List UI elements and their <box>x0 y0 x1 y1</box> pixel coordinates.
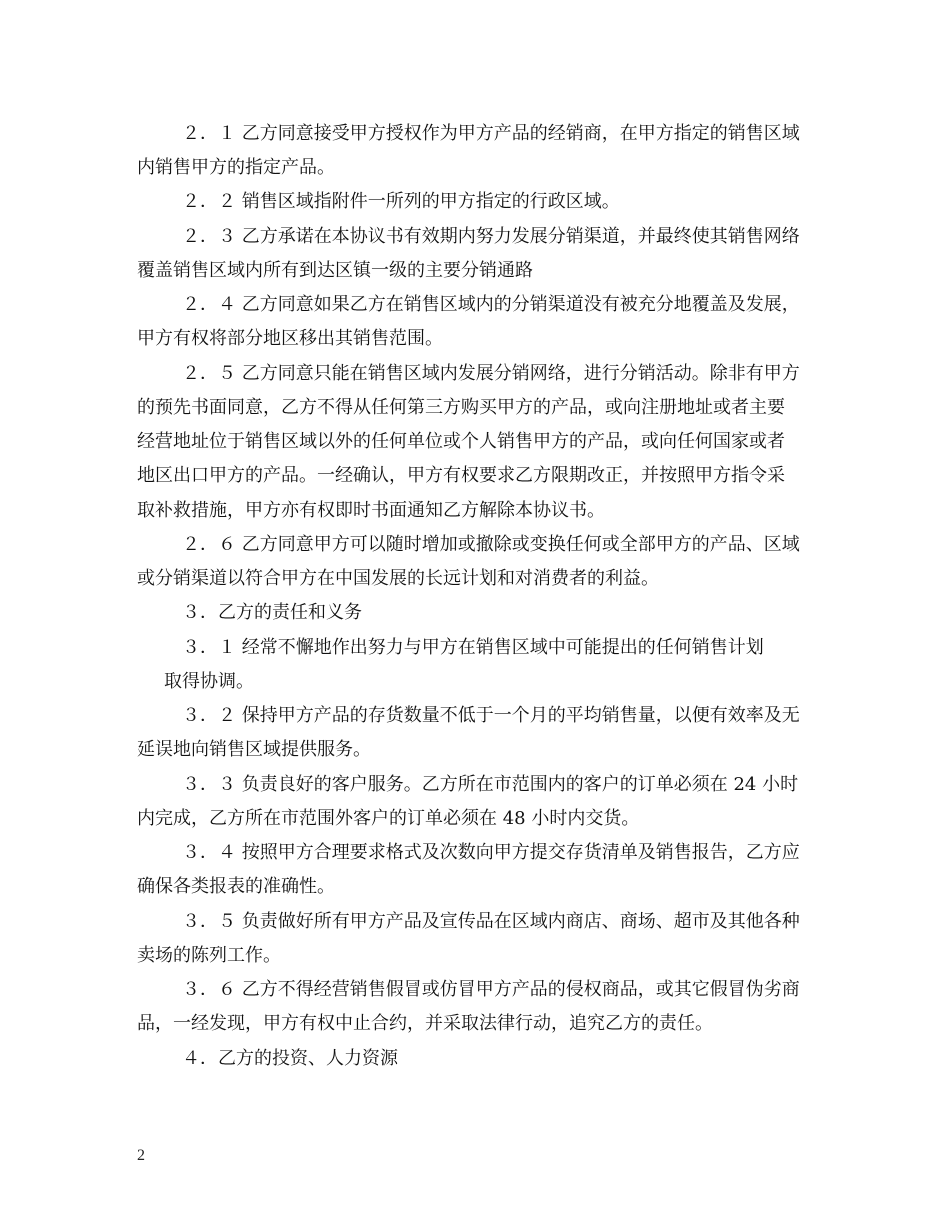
clause-3-6-line-1: ３．６ 乙方不得经营销售假冒或仿冒甲方产品的侵权商品，或其它假冒伪劣商 <box>182 979 800 1000</box>
clause-2-5-line-4: 地区出口甲方的产品。一经确认，甲方有权要求乙方限期改正，并按照甲方指令采 <box>137 465 785 486</box>
clause-2-4-line-1: ２．４ 乙方同意如果乙方在销售区域内的分销渠道没有被充分地覆盖及发展， <box>182 294 800 315</box>
clause-2-4-line-2: 甲方有权将部分地区移出其销售范围。 <box>137 328 443 349</box>
section-3-heading: ３．乙方的责任和义务 <box>182 602 362 623</box>
clause-2-5-line-5: 取补救措施，甲方亦有权即时书面通知乙方解除本协议书。 <box>137 500 605 521</box>
clause-3-2-line-2: 延误地向销售区域提供服务。 <box>137 739 371 760</box>
clause-2-5-line-2: 的预先书面同意，乙方不得从任何第三方购买甲方的产品，或向注册地址或者主要 <box>137 397 785 418</box>
clause-3-3-line-2: 内完成，乙方所在市范围外客户的订单必须在 48 小时内交货。 <box>137 808 640 829</box>
clause-2-6-line-1: ２．６ 乙方同意甲方可以随时增加或撤除或变换任何或全部甲方的产品、区域 <box>182 534 800 555</box>
clause-2-1-line-1: ２．１ 乙方同意接受甲方授权作为甲方产品的经销商，在甲方指定的销售区域 <box>182 123 800 144</box>
clause-3-4-line-2: 确保各类报表的准确性。 <box>137 876 335 897</box>
page-number: 2 <box>137 1147 145 1164</box>
clause-3-6-line-2: 品，一经发现，甲方有权中止合约，并采取法律行动，追究乙方的责任。 <box>137 1013 713 1034</box>
clause-2-2-line-1: ２．２ 销售区域指附件一所列的甲方指定的行政区域。 <box>182 191 620 212</box>
clause-3-5-line-1: ３．５ 负责做好所有甲方产品及宣传品在区域内商店、商场、超市及其他各种 <box>182 911 800 932</box>
clause-2-3-line-1: ２．３ 乙方承诺在本协议书有效期内努力发展分销渠道，并最终使其销售网络 <box>182 226 800 247</box>
clause-3-1-line-1: ３．１ 经常不懈地作出努力与甲方在销售区域中可能提出的任何销售计划 <box>182 637 764 658</box>
clause-2-5-line-3: 经营地址位于销售区域以外的任何单位或个人销售甲方的产品，或向任何国家或者 <box>137 431 785 452</box>
clause-3-2-line-1: ３．２ 保持甲方产品的存货数量不低于一个月的平均销售量，以便有效率及无 <box>182 705 800 726</box>
clause-3-4-line-1: ３．４ 按照甲方合理要求格式及次数向甲方提交存货清单及销售报告，乙方应 <box>182 842 800 863</box>
clause-3-5-line-2: 卖场的陈列工作。 <box>137 945 281 966</box>
clause-2-1-line-2: 内销售甲方的指定产品。 <box>137 157 335 178</box>
clause-2-3-line-2: 覆盖销售区域内所有到达区镇一级的主要分销通路 <box>137 260 533 281</box>
section-4-heading: ４．乙方的投资、人力资源 <box>182 1048 398 1069</box>
clause-2-6-line-2: 或分销渠道以符合甲方在中国发展的长远计划和对消费者的利益。 <box>137 568 659 589</box>
clause-2-5-line-1: ２．５ 乙方同意只能在销售区域内发展分销网络，进行分销活动。除非有甲方 <box>182 363 800 384</box>
clause-3-1-line-2: 取得协调。 <box>164 671 254 692</box>
clause-3-3-line-1: ３．３ 负责良好的客户服务。乙方所在市范围内的客户的订单必须在 24 小时 <box>182 774 799 795</box>
